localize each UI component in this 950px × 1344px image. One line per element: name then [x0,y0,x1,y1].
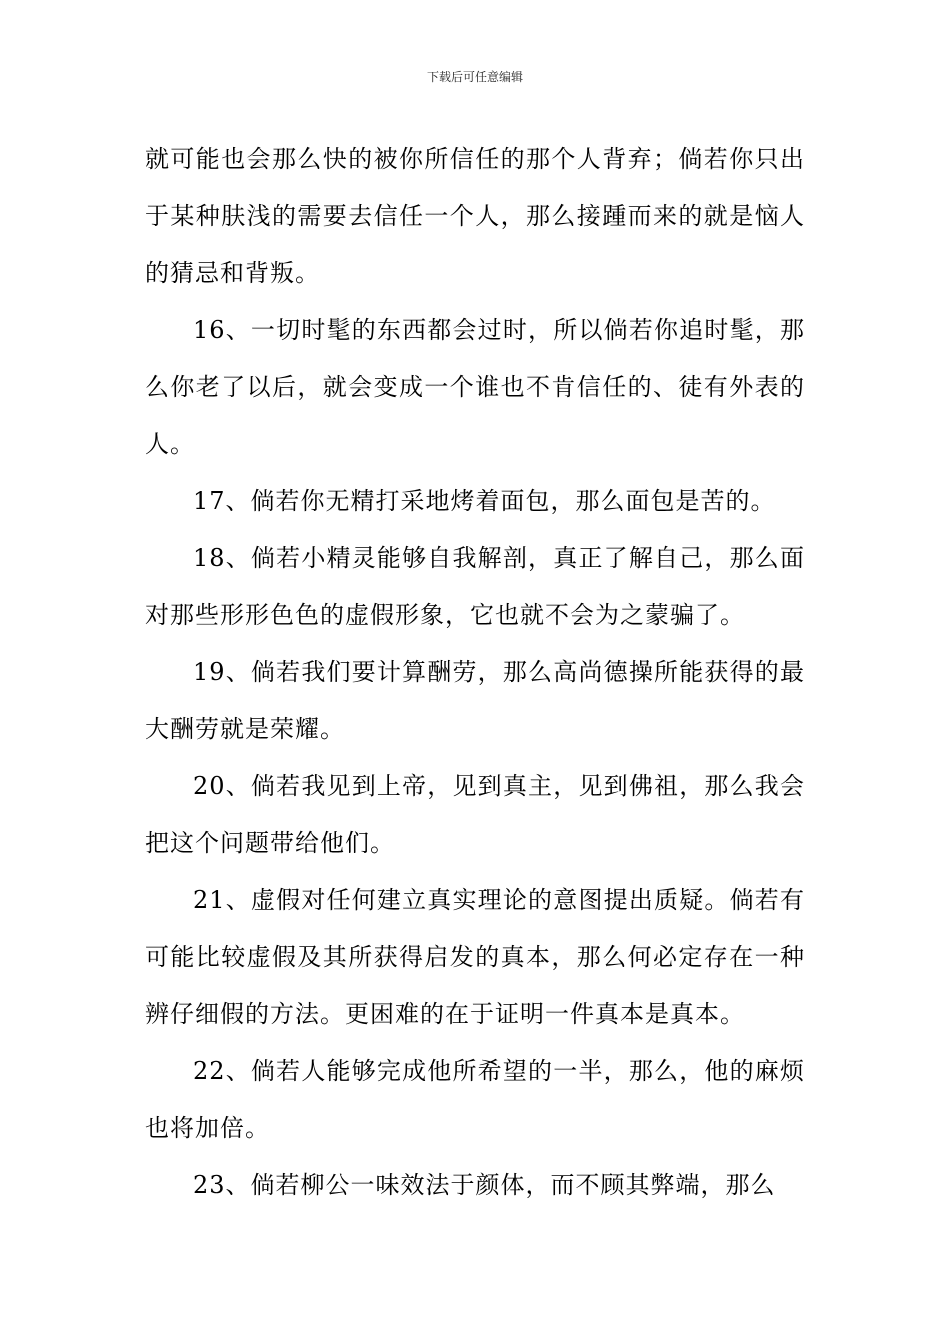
paragraph-21: 21、虚假对任何建立真实理论的意图提出质疑。倘若有可能比较虚假及其所获得启发的真本，那么何必定存在一种辨仔细假的方法。更困难的在于证明一件真本是真本。 [145,886,805,1028]
paragraph-22: 22、倘若人能够完成他所希望的一半，那么，他的麻烦也将加倍。 [145,1057,805,1142]
page-header: 下载后可任意编辑 [426,70,523,84]
paragraph-18: 18、倘若小精灵能够自我解剖，真正了解自己，那么面对那些形形色色的虚假形象，它也就不会为之蒙骗了。 [145,544,805,629]
paragraph-19: 19、倘若我们要计算酬劳，那么高尚德操所能获得的最大酬劳就是荣耀。 [145,658,805,743]
paragraph-16: 16、一切时髦的东西都会过时，所以倘若你追时髦，那么你老了以后，就会变成一个谁也不肯信任的、徒有外表的人。 [145,316,805,458]
paragraph-20: 20、倘若我见到上帝，见到真主，见到佛祖，那么我会把这个问题带给他们。 [145,772,805,857]
paragraph-23: 23、倘若柳公一味效法于颜体，而不顾其弊端，那么 [193,1171,776,1199]
paragraph-continuation: 就可能也会那么快的被你所信任的那个人背弃；倘若你只出于某种肤浅的需要去信任一个人，那么接踵而来的就是恼人的猜忌和背叛。 [145,145,805,287]
paragraph-17: 17、倘若你无精打采地烤着面包，那么面包是苦的。 [193,487,776,515]
body-text [145,131,805,1214]
